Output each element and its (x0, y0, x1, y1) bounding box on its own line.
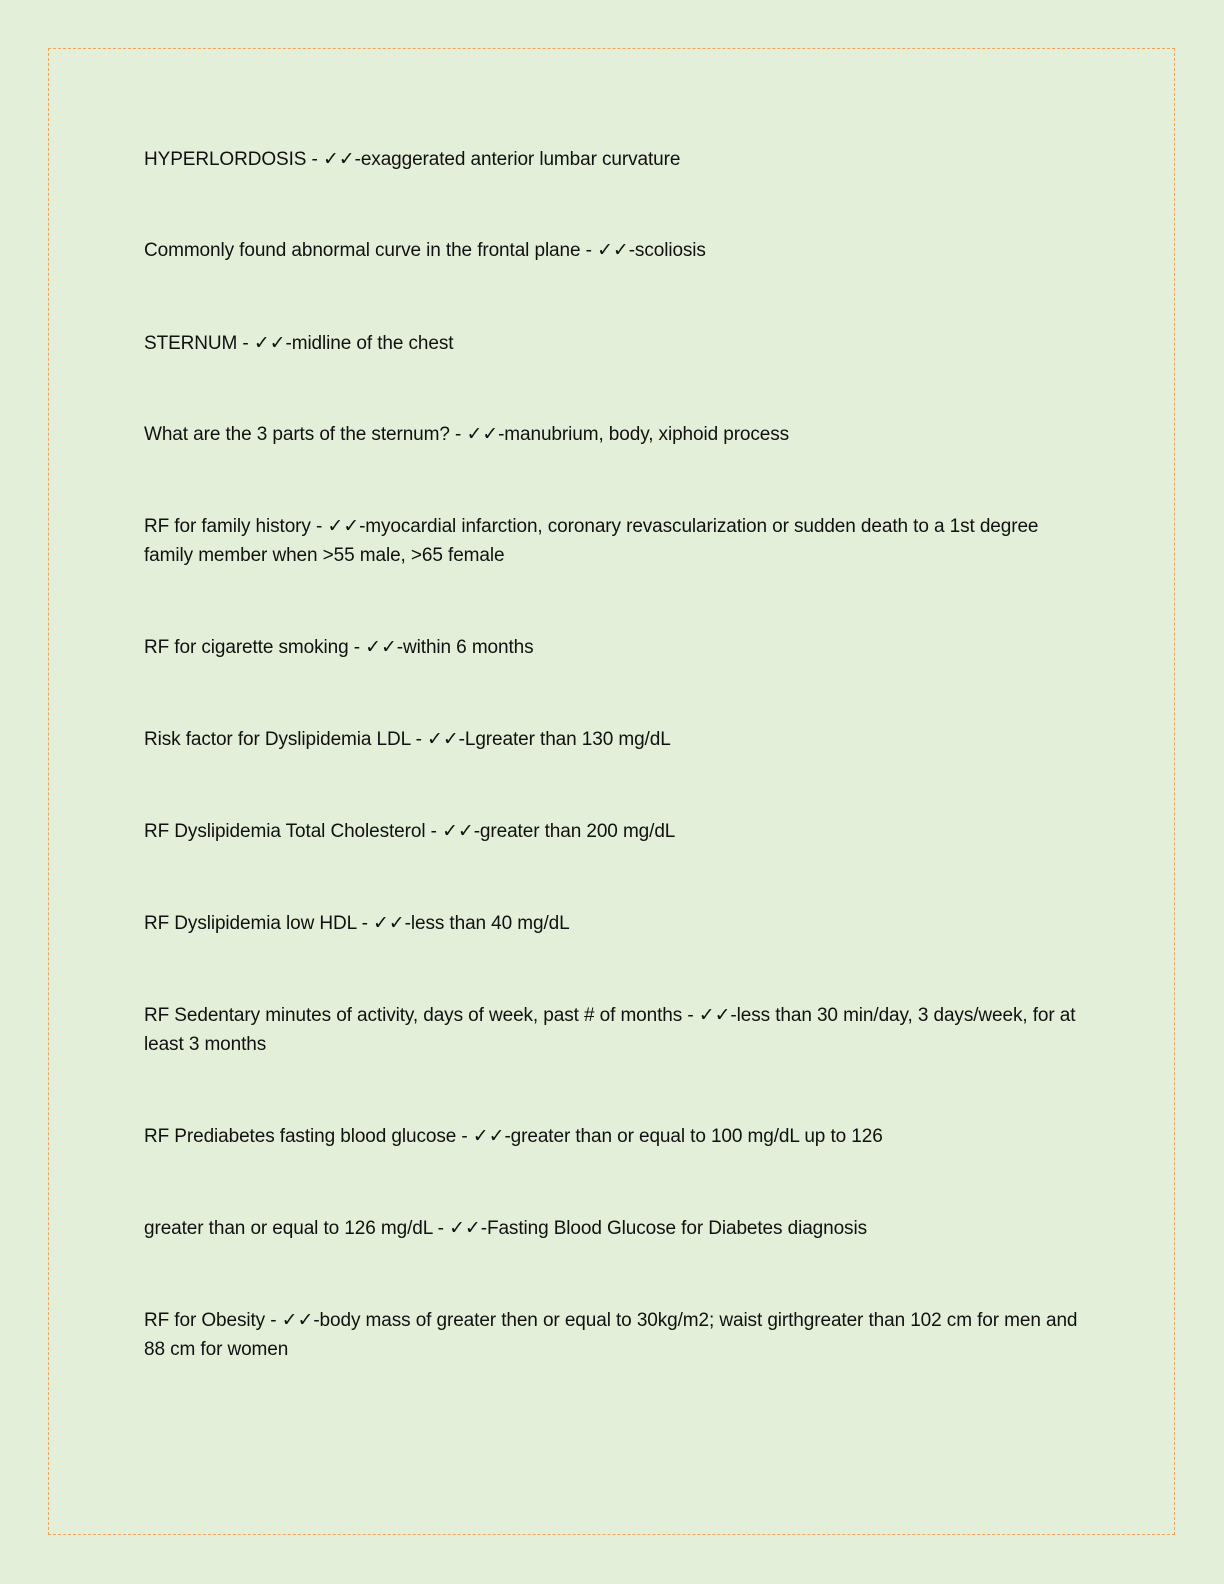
flashcard-entry (144, 236, 1084, 265)
double-check-icon: ✓✓ (698, 1004, 731, 1026)
flashcard-entry (144, 817, 1084, 846)
entry-separator: - (449, 424, 467, 445)
double-check-icon: ✓✓ (597, 239, 629, 261)
double-check-icon: ✓✓ (372, 912, 405, 934)
flashcard-entry (144, 512, 1084, 570)
entry-separator: - (310, 516, 328, 537)
flashcard-entry (144, 1214, 1084, 1243)
entry-answer: -myocardial infarction, coronary revascularization or sudden death to a 1st degree family member when >55 male, >65 female (144, 516, 1039, 566)
entry-term: RF for Obesity (144, 1310, 266, 1331)
double-check-icon: ✓✓ (327, 515, 360, 537)
entry-term: STERNUM (144, 333, 238, 354)
entry-answer: -manubrium, body, xiphoid process (498, 424, 790, 445)
entry-term: Commonly found abnormal curve in the frontal plane (144, 240, 581, 261)
entry-term: HYPERLORDOSIS (144, 149, 307, 170)
entry-answer: -exaggerated anterior lumbar curvature (354, 149, 681, 170)
entry-term: RF for family history (144, 516, 311, 537)
entry-term: RF Prediabetes fasting blood glucose (144, 1126, 457, 1147)
entry-separator: - (306, 149, 323, 170)
entry-answer: -Lgreater than 130 mg/dL (458, 729, 671, 750)
entry-separator: - (410, 729, 427, 750)
entry-answer: -Fasting Blood Glucose for Diabetes diagnosis (480, 1218, 867, 1239)
double-check-icon: ✓✓ (449, 1217, 481, 1239)
flashcard-entry (144, 725, 1084, 754)
entry-term: RF Dyslipidemia low HDL (144, 913, 357, 934)
double-check-icon: ✓✓ (442, 820, 474, 842)
entry-term: RF Dyslipidemia Total Cholesterol (144, 821, 426, 842)
entry-separator: - (580, 240, 598, 261)
entry-answer: -scoliosis (628, 240, 706, 261)
entry-separator: - (356, 913, 373, 934)
double-check-icon: ✓✓ (427, 728, 459, 750)
flashcard-entry (144, 329, 1084, 358)
double-check-icon: ✓✓ (472, 1125, 505, 1147)
entry-term: RF Sedentary minutes of activity, days of week, past # of months (144, 1005, 683, 1026)
entry-separator: - (682, 1005, 699, 1026)
flashcard-entry (144, 1122, 1084, 1151)
double-check-icon: ✓✓ (365, 636, 397, 658)
entry-separator: - (432, 1218, 450, 1239)
entry-answer: -within 6 months (396, 637, 534, 658)
flashcard-entry (144, 145, 1084, 174)
flashcard-entry (144, 633, 1084, 662)
flashcard-entry (144, 420, 1084, 449)
entry-separator: - (265, 1310, 282, 1331)
entry-separator: - (348, 637, 366, 658)
entry-term: greater than or equal to 126 mg/dL (144, 1218, 433, 1239)
double-check-icon: ✓✓ (322, 148, 355, 170)
entry-separator: - (425, 821, 443, 842)
flashcard-entry (144, 1001, 1084, 1059)
entry-answer: -less than 40 mg/dL (404, 913, 570, 934)
entry-separator: - (237, 333, 254, 354)
flashcard-entry (144, 909, 1084, 938)
entry-answer: -midline of the chest (285, 333, 454, 354)
entry-term: RF for cigarette smoking (144, 637, 349, 658)
entry-separator: - (456, 1126, 473, 1147)
entry-answer: -greater than 200 mg/dL (473, 821, 676, 842)
flashcard-entry (144, 1306, 1084, 1364)
entry-term: Risk factor for Dyslipidemia LDL (144, 729, 411, 750)
entry-term: What are the 3 parts of the sternum? (144, 424, 450, 445)
double-check-icon: ✓✓ (253, 332, 286, 354)
entry-answer: -less than 30 min/day, 3 days/week, for at least 3 months (144, 1005, 1076, 1055)
double-check-icon: ✓✓ (466, 423, 499, 445)
entry-answer: -body mass of greater then or equal to 30kg/m2; waist girthgreater than 102 cm for men and 88 cm for women (144, 1310, 1078, 1360)
double-check-icon: ✓✓ (281, 1309, 314, 1331)
entry-answer: -greater than or equal to 100 mg/dL up to 126 (504, 1126, 883, 1147)
